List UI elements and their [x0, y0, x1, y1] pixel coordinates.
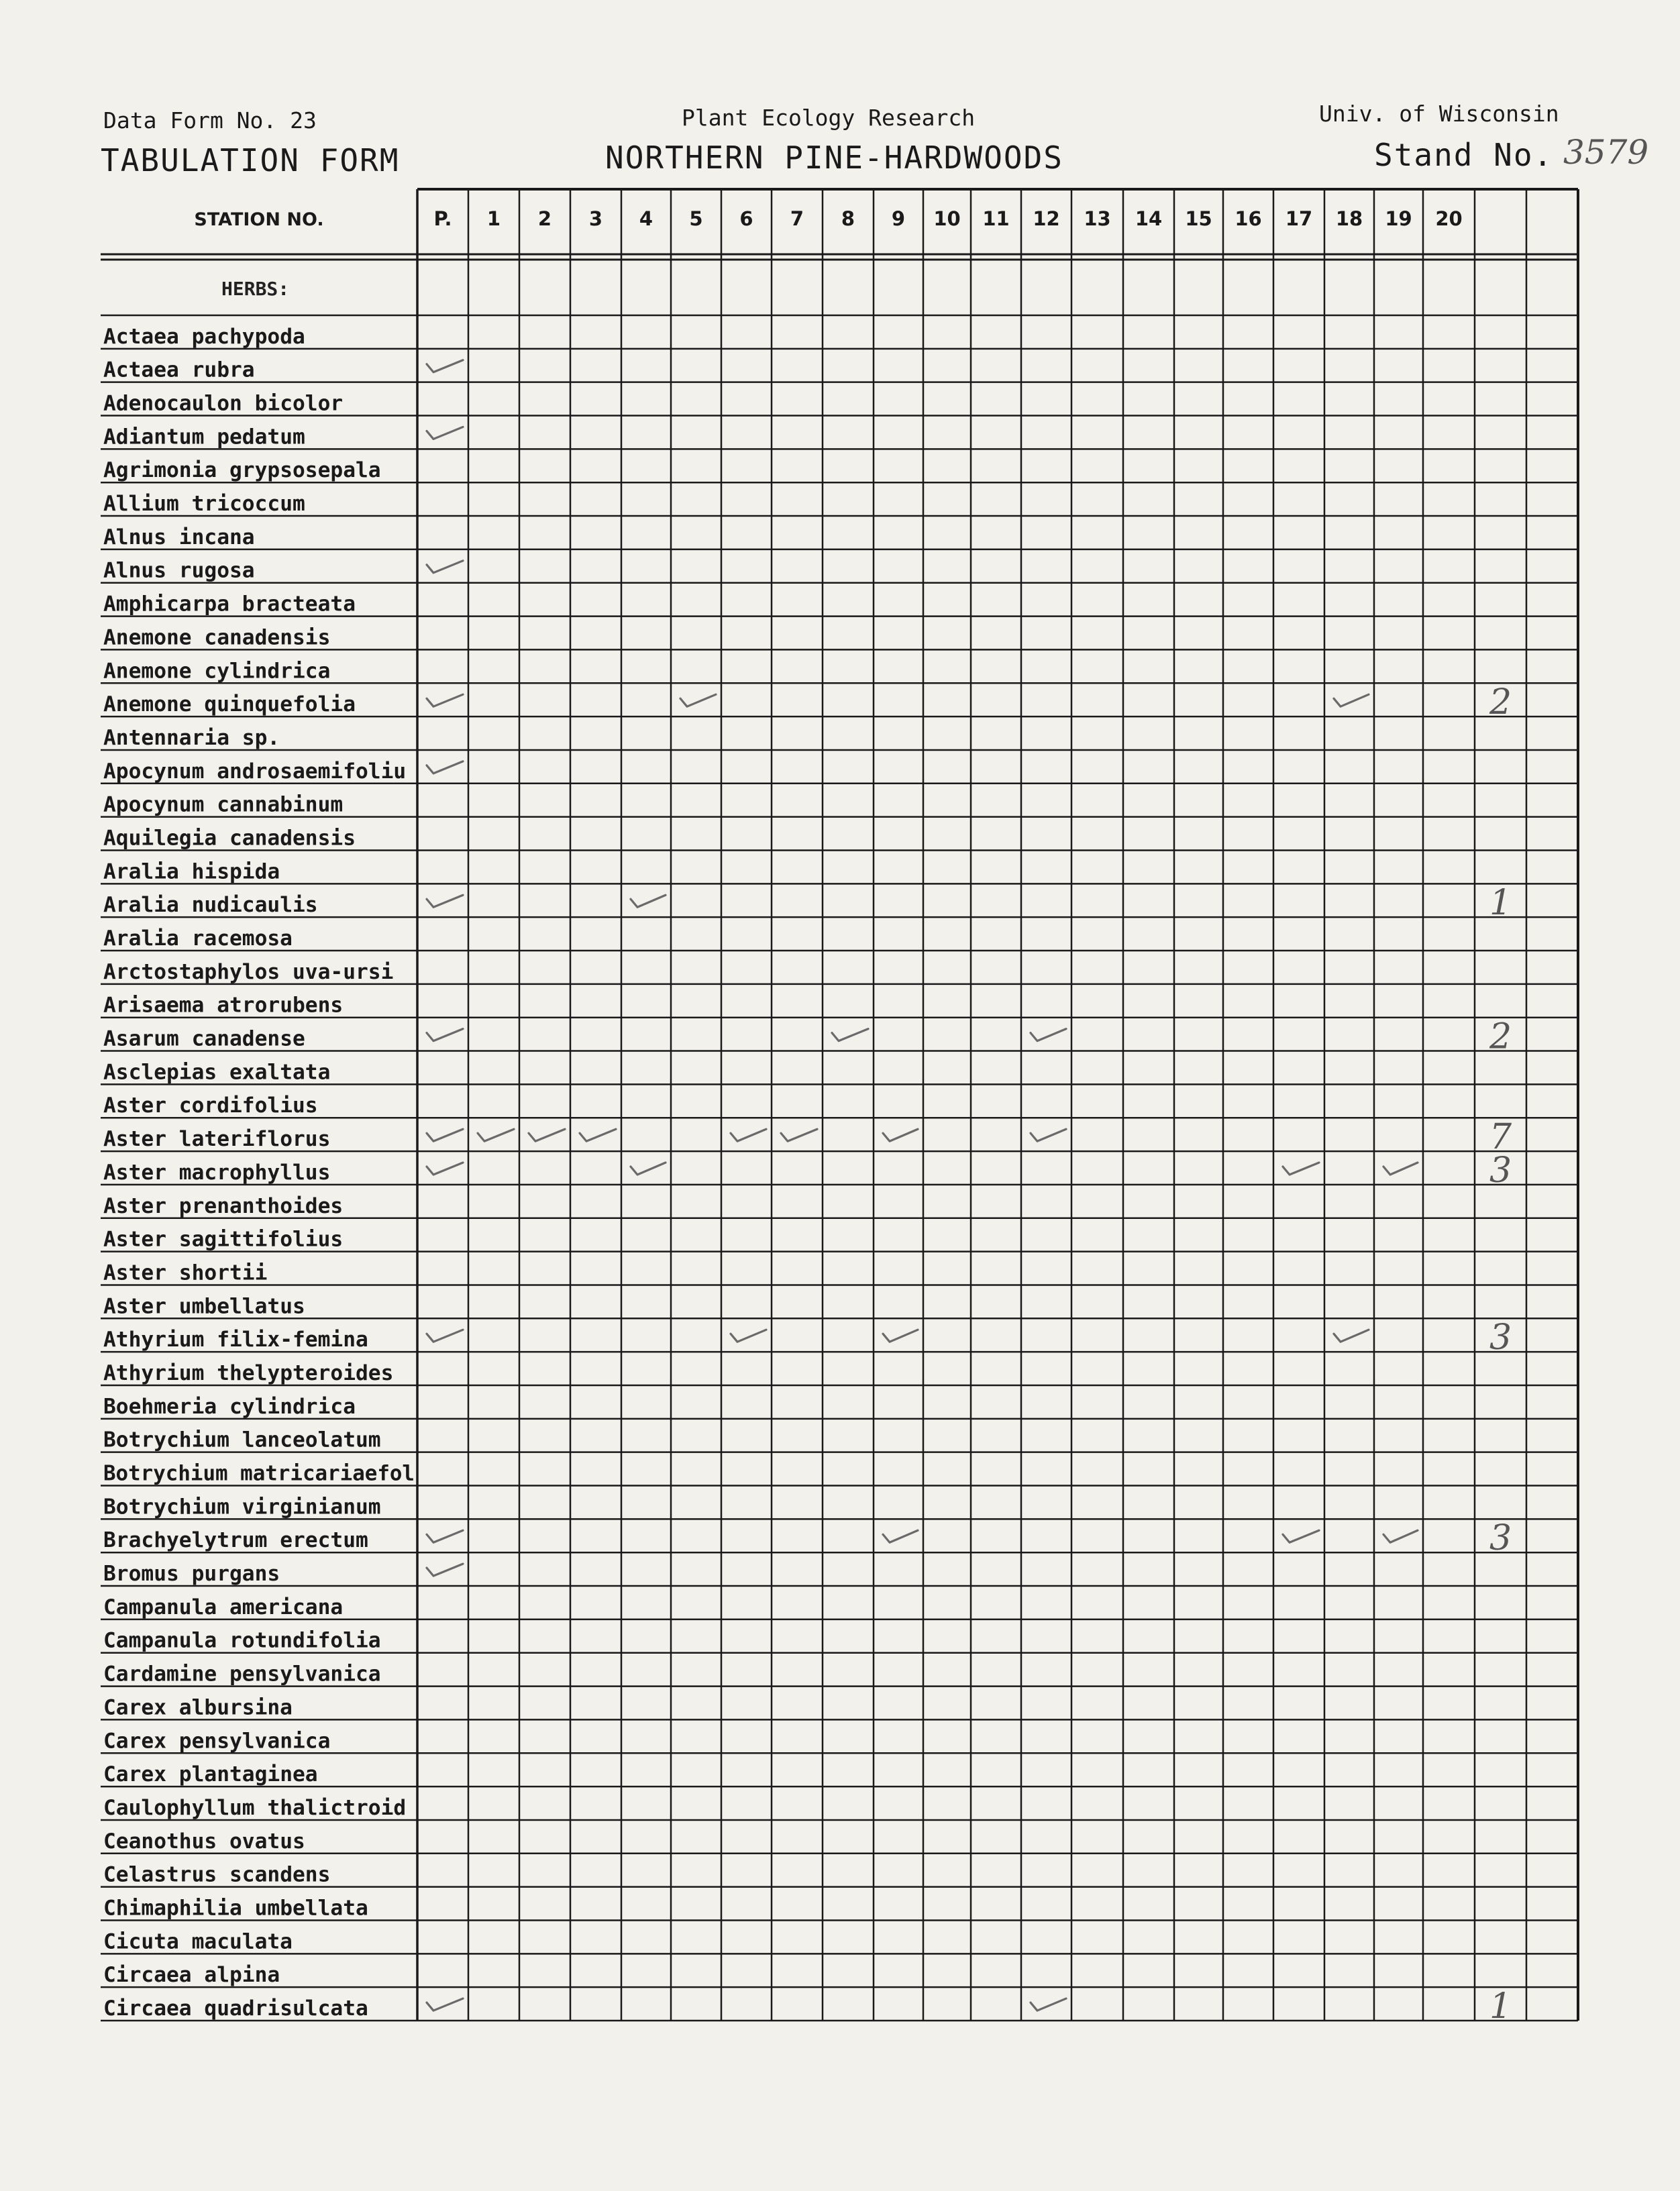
checkmark-icon — [1383, 1163, 1418, 1175]
checkmark-icon — [427, 1564, 463, 1576]
checkmark-icon — [427, 694, 463, 706]
species-row — [103, 994, 343, 1018]
species-name: Asarum canadense — [103, 1026, 305, 1051]
species-row — [103, 559, 463, 583]
species-name: Boehmeria cylindrica — [103, 1394, 356, 1419]
species-name: Celastrus scandens — [103, 1862, 331, 1887]
checkmark-icon — [427, 427, 463, 439]
species-row — [103, 1562, 463, 1586]
checkmark-icon — [731, 1330, 766, 1342]
species-row — [103, 458, 381, 482]
checkmark-icon — [1283, 1163, 1319, 1175]
station-column-header: 5 — [689, 207, 703, 230]
species-row — [103, 1595, 343, 1619]
institution: Univ. of Wisconsin — [1319, 101, 1559, 127]
checkmark-icon — [427, 1129, 463, 1141]
species-name: Brachyelytrum erectum — [103, 1528, 368, 1553]
species-row — [103, 726, 280, 750]
checkmark-icon — [781, 1129, 817, 1141]
species-name: Actaea pachypoda — [103, 324, 305, 349]
species-name: Botrychium matricariaefol — [103, 1461, 415, 1486]
checkmark-icon — [631, 1163, 666, 1175]
species-name: Antennaria sp. — [103, 725, 280, 750]
species-name: Anemone canadensis — [103, 625, 331, 650]
checkmark-icon — [427, 561, 463, 573]
species-name: Circaea alpina — [103, 1963, 280, 1988]
station-column-header: P. — [433, 207, 452, 230]
species-name: Arctostaphylos uva-ursi — [103, 959, 394, 984]
species-name: Athyrium filix-femina — [103, 1328, 368, 1352]
species-row — [103, 358, 463, 382]
species-row — [103, 1929, 293, 1954]
species-row — [103, 960, 393, 984]
species-row — [103, 826, 356, 850]
species-row — [103, 392, 343, 416]
species-name: Botrychium virginianum — [103, 1495, 381, 1519]
species-name: Campanula americana — [103, 1595, 344, 1619]
species-name: Allium tricoccum — [103, 492, 305, 517]
station-column-header: 3 — [588, 207, 603, 230]
species-row — [103, 1228, 343, 1252]
checkmark-icon — [1031, 1998, 1066, 2011]
row-total-handwritten: 3 — [1489, 1518, 1512, 1559]
station-column-header: 8 — [841, 207, 855, 230]
station-column-header: 16 — [1235, 207, 1262, 230]
checkmark-icon — [1283, 1530, 1319, 1542]
species-name: Anemone cylindrica — [103, 659, 331, 684]
species-row — [103, 1729, 330, 1753]
station-column-header: 14 — [1135, 207, 1163, 230]
species-name: Aster lateriflorus — [103, 1127, 331, 1152]
station-column-header: 6 — [739, 207, 753, 230]
checkmark-icon — [883, 1129, 918, 1141]
species-row — [103, 1194, 343, 1218]
species-row — [103, 625, 330, 649]
checkmark-icon — [731, 1129, 766, 1141]
checkmark-icon — [883, 1330, 918, 1342]
checkmark-icon — [1334, 694, 1369, 706]
species-row — [103, 859, 280, 884]
species-name: Campanula rotundifolia — [103, 1628, 381, 1653]
stand-label: Stand No. — [1374, 137, 1554, 173]
checkmark-icon — [631, 895, 666, 907]
checkmark-icon — [478, 1129, 514, 1141]
station-column-header: 2 — [537, 207, 552, 230]
species-row — [103, 1662, 381, 1687]
checkmark-icon — [427, 1163, 463, 1175]
checkmark-icon — [1031, 1029, 1066, 1041]
row-total-handwritten: 1 — [1489, 1986, 1512, 2027]
species-name: Botrychium lanceolatum — [103, 1428, 381, 1452]
station-column-header: 1 — [486, 207, 501, 230]
station-column-header: 13 — [1084, 207, 1111, 230]
checkmark-icon — [1383, 1530, 1418, 1542]
species-name: Cardamine pensylvanica — [103, 1662, 381, 1687]
form-title: NORTHERN PINE-HARDWOODS — [605, 140, 1063, 176]
species-row — [103, 525, 255, 549]
row-total-handwritten: 2 — [1489, 682, 1512, 723]
station-column-header: 9 — [891, 207, 906, 230]
checkmark-icon — [883, 1530, 918, 1542]
species-row — [103, 1896, 368, 1920]
checkmark-icon — [680, 694, 716, 706]
species-row — [103, 1294, 305, 1318]
row-total-handwritten: 1 — [1489, 883, 1512, 924]
species-row — [103, 1428, 381, 1452]
station-column-header: 11 — [982, 207, 1010, 230]
station-column-header: 18 — [1335, 207, 1363, 230]
species-name: Circaea quadrisulcata — [103, 1996, 368, 2021]
station-number-label: STATION NO. — [194, 209, 324, 230]
species-name: Bromus purgans — [103, 1562, 280, 1587]
station-column-header: 4 — [639, 207, 653, 230]
species-name: Arisaema atrorubens — [103, 993, 344, 1018]
species-name: Aster umbellatus — [103, 1294, 305, 1319]
species-name: Aralia hispida — [103, 859, 280, 884]
checkmark-icon — [832, 1029, 868, 1041]
row-total-handwritten: 7 — [1489, 1117, 1512, 1158]
species-name: Athyrium thelypteroides — [103, 1360, 394, 1385]
species-row — [103, 325, 305, 349]
form-number: Data Form No. 23 — [103, 107, 317, 133]
checkmark-icon — [427, 1029, 463, 1041]
species-row — [103, 1462, 415, 1486]
species-name: Alnus rugosa — [103, 558, 255, 583]
species-name: Actaea rubra — [103, 358, 255, 382]
species-name: Alnus incana — [103, 525, 255, 549]
station-column-header: 17 — [1285, 207, 1313, 230]
species-name: Carex albursina — [103, 1695, 293, 1720]
species-row — [103, 1060, 330, 1084]
species-row — [103, 425, 463, 449]
species-name: Aster shortii — [103, 1261, 268, 1285]
checkmark-icon — [427, 360, 463, 372]
checkmark-icon — [580, 1129, 616, 1141]
species-row — [103, 1395, 356, 1419]
station-column-header: 12 — [1033, 207, 1060, 230]
species-name: Asclepias exaltata — [103, 1060, 331, 1085]
species-name: Aralia nudicaulis — [103, 893, 318, 918]
checkmark-icon — [427, 1998, 463, 2011]
species-name: Caulophyllum thalictroid — [103, 1795, 407, 1820]
species-name: Aralia racemosa — [103, 926, 293, 951]
station-column-header: 19 — [1385, 207, 1412, 230]
species-name: Adenocaulon bicolor — [103, 391, 344, 416]
species-row — [103, 1695, 293, 1719]
species-name: Agrimonia grypsosepala — [103, 458, 381, 483]
species-name: Apocynum cannabinum — [103, 792, 344, 817]
species-name: Adiantum pedatum — [103, 425, 305, 449]
checkmark-icon — [427, 1530, 463, 1542]
station-column-header: 20 — [1435, 207, 1463, 230]
species-name: Apocynum androsaemifoliu — [103, 759, 407, 784]
row-total-handwritten: 3 — [1489, 1318, 1512, 1358]
species-row — [103, 1762, 318, 1786]
species-row — [103, 1796, 406, 1820]
species-row — [103, 1863, 330, 1887]
species-row — [103, 793, 343, 817]
species-row — [103, 492, 305, 516]
species-name: Anemone quinquefolia — [103, 692, 356, 717]
research-label: Plant Ecology Research — [682, 105, 976, 131]
stand-number-handwritten: 3579 — [1563, 133, 1649, 172]
checkmark-icon — [1334, 1330, 1369, 1342]
species-name: Aster cordifolius — [103, 1093, 318, 1118]
form-type: TABULATION FORM — [101, 142, 400, 178]
species-row — [103, 1629, 381, 1653]
species-name: Ceanothus ovatus — [103, 1829, 305, 1854]
station-column-header: 7 — [790, 207, 804, 230]
species-row — [103, 759, 463, 784]
species-name: Carex plantaginea — [103, 1762, 318, 1787]
species-row — [103, 659, 330, 683]
row-total-handwritten: 3 — [1489, 1150, 1512, 1191]
species-row — [103, 1963, 280, 1987]
species-name: Aster prenanthoides — [103, 1193, 344, 1218]
species-row — [103, 1261, 267, 1285]
species-name: Amphicarpa bracteata — [103, 592, 356, 617]
checkmark-icon — [427, 1330, 463, 1342]
species-row — [103, 926, 293, 951]
species-row — [103, 1829, 305, 1854]
section-label-herbs: HERBS: — [221, 278, 290, 300]
species-row — [103, 1495, 381, 1519]
species-row — [103, 592, 356, 617]
species-name: Cicuta maculata — [103, 1929, 293, 1954]
species-name: Aster macrophyllus — [103, 1160, 331, 1185]
row-total-handwritten: 2 — [1489, 1016, 1512, 1057]
species-name: Aquilegia canadensis — [103, 826, 356, 851]
species-name: Carex pensylvanica — [103, 1729, 331, 1754]
species-row — [103, 1093, 318, 1118]
station-column-header: 15 — [1185, 207, 1212, 230]
checkmark-icon — [529, 1129, 565, 1141]
checkmark-icon — [1031, 1129, 1066, 1141]
species-name: Chimaphilia umbellata — [103, 1896, 368, 1921]
station-column-header: 10 — [933, 207, 961, 230]
species-name: Aster sagittifolius — [103, 1227, 344, 1252]
checkmark-icon — [427, 895, 463, 907]
species-row — [103, 1361, 393, 1385]
checkmark-icon — [427, 761, 463, 773]
